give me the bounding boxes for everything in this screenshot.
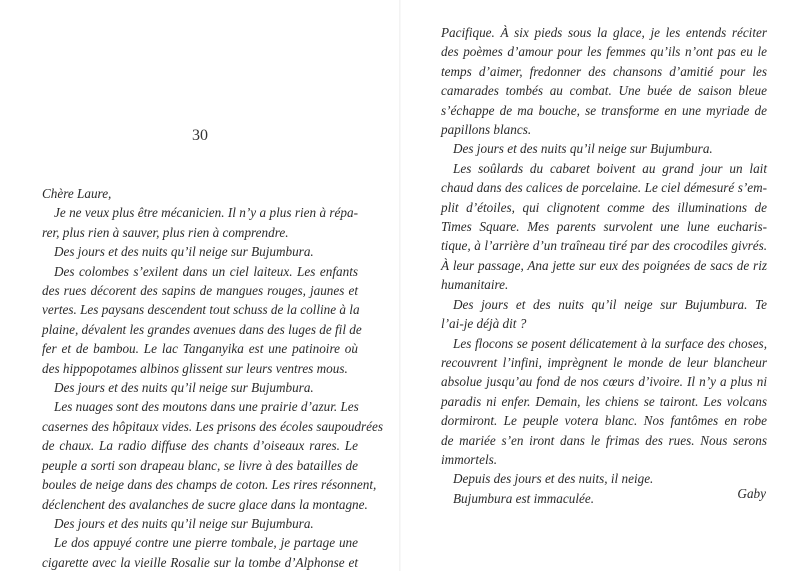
text-line: Des colombes s’exilent dans un ciel laiteux. Les enfants xyxy=(54,263,358,279)
text-line: temps d’aimer, fredonner des chansons d’amitié pour les xyxy=(441,63,767,79)
text-line: chaud dans des calices de porcelaine. Le ciel démesuré s’em- xyxy=(441,180,767,196)
text-line: déclenchent des avalanches de sucre glace dans la montagne. xyxy=(42,496,368,512)
text-line: cigarette avec la vieille Rosalie sur la tombe d’Alphonse et xyxy=(42,554,358,570)
text-line: boules de neige dans des champs de coton. Les rires résonnent, xyxy=(42,477,377,493)
text-line: papillons blancs. xyxy=(441,122,532,138)
text-line: dormiront. Le peuple votera blanc. Nos fantômes en robe xyxy=(441,413,767,429)
text-line: humanitaire. xyxy=(441,277,509,293)
text-line: Times Square. Mes parents survolent une lune eucharis- xyxy=(441,219,767,235)
text-line: casernes des hôpitaux vides. Les prisons des écoles saupoudrées xyxy=(42,418,383,434)
text-line: plit d’étoiles, qui clignotent comme des illuminations de xyxy=(441,199,767,215)
refrain-line: Des jours et des nuits qu’il neige sur Bujumbura. xyxy=(453,141,713,157)
text-line: Je ne veux plus être mécanicien. Il n’y a plus rien à répa- xyxy=(54,205,358,221)
refrain-line: Des jours et des nuits qu’il neige sur Bujumbura. xyxy=(54,380,314,396)
refrain-line: Des jours et des nuits qu’il neige sur Bujumbura. Te xyxy=(453,296,767,312)
right-page-text xyxy=(441,23,767,508)
signature: Gaby xyxy=(737,486,766,501)
text-line: tique, à l’arrière d’un traîneau tiré par des crocodiles givrés. xyxy=(441,238,767,254)
left-page xyxy=(0,0,400,571)
text-line: Les soûlards du cabaret boivent au grand jour un lait xyxy=(453,160,767,176)
refrain-line: Des jours et des nuits qu’il neige sur Bujumbura. xyxy=(54,244,314,260)
text-line: de mariée s’en iront dans le frimas des rues. Nous serons xyxy=(441,432,767,448)
text-line: Pacifique. À six pieds sous la glace, je les entends réciter xyxy=(441,25,767,40)
closing-line: Depuis des jours et des nuits, il neige. xyxy=(453,471,654,487)
text-line: immortels. xyxy=(441,451,498,467)
text-line: des poèmes d’amour pour les femmes qu’ils n’ont pas eu le xyxy=(441,44,767,60)
left-page-text xyxy=(42,184,383,572)
text-line: À leur passage, Ana jette sur eux des poignées de sacs de riz xyxy=(441,257,767,273)
text-line: s’échappe de ma bouche, se transforme en une myriade de xyxy=(441,102,767,118)
chapter-number: 30 xyxy=(192,127,208,144)
text-line: Les flocons se posent délicatement à la surface des choses, xyxy=(453,335,767,351)
refrain-line: Des jours et des nuits qu’il neige sur Bujumbura. xyxy=(54,515,314,531)
text-line: recouvrent l’infini, imprègnent le monde de leur blancheur xyxy=(441,354,767,370)
text-line: fer et de bambou. Le lac Tanganyika est une patinoire où xyxy=(42,341,358,357)
text-line: camarades tombés au combat. Une buée de saison bleue xyxy=(441,83,767,99)
text-line: des rues décorent des sapins de mangues rouges, jaunes et xyxy=(42,283,358,299)
text-line: Le dos appuyé contre une pierre tombale, je partage une xyxy=(54,535,358,551)
text-line: plaine, dévalent les grandes avenues dans des luges de fil de xyxy=(42,321,362,337)
right-page xyxy=(400,0,800,571)
text-line: Les nuages sont des moutons dans une prairie d’azur. Les xyxy=(54,399,359,415)
text-line: rer, plus rien à sauver, plus rien à comprendre. xyxy=(42,224,289,240)
text-line: de chaux. La radio diffuse des chants d’oiseaux rares. Le xyxy=(42,438,358,454)
salutation: Chère Laure, xyxy=(42,186,112,201)
text-line: vertes. Les paysans descendent tout schuss de la colline à la xyxy=(42,302,360,318)
closing-line: Bujumbura est immaculée. xyxy=(453,490,595,506)
text-line: paradis ni enfer. Demain, les chiens se tairont. Les volcans xyxy=(441,393,767,409)
text-line: des hippopotames albinos glissent sur leurs ventres mous. xyxy=(42,360,348,376)
text-line: peuple a sorti son drapeau blanc, se livre à des batailles de xyxy=(42,457,358,473)
text-line: l’ai-je déjà dit ? xyxy=(441,316,527,332)
text-line: absolue jusqu’au fond de nos cœurs d’ivoire. Il n’y a plus ni xyxy=(441,374,767,390)
